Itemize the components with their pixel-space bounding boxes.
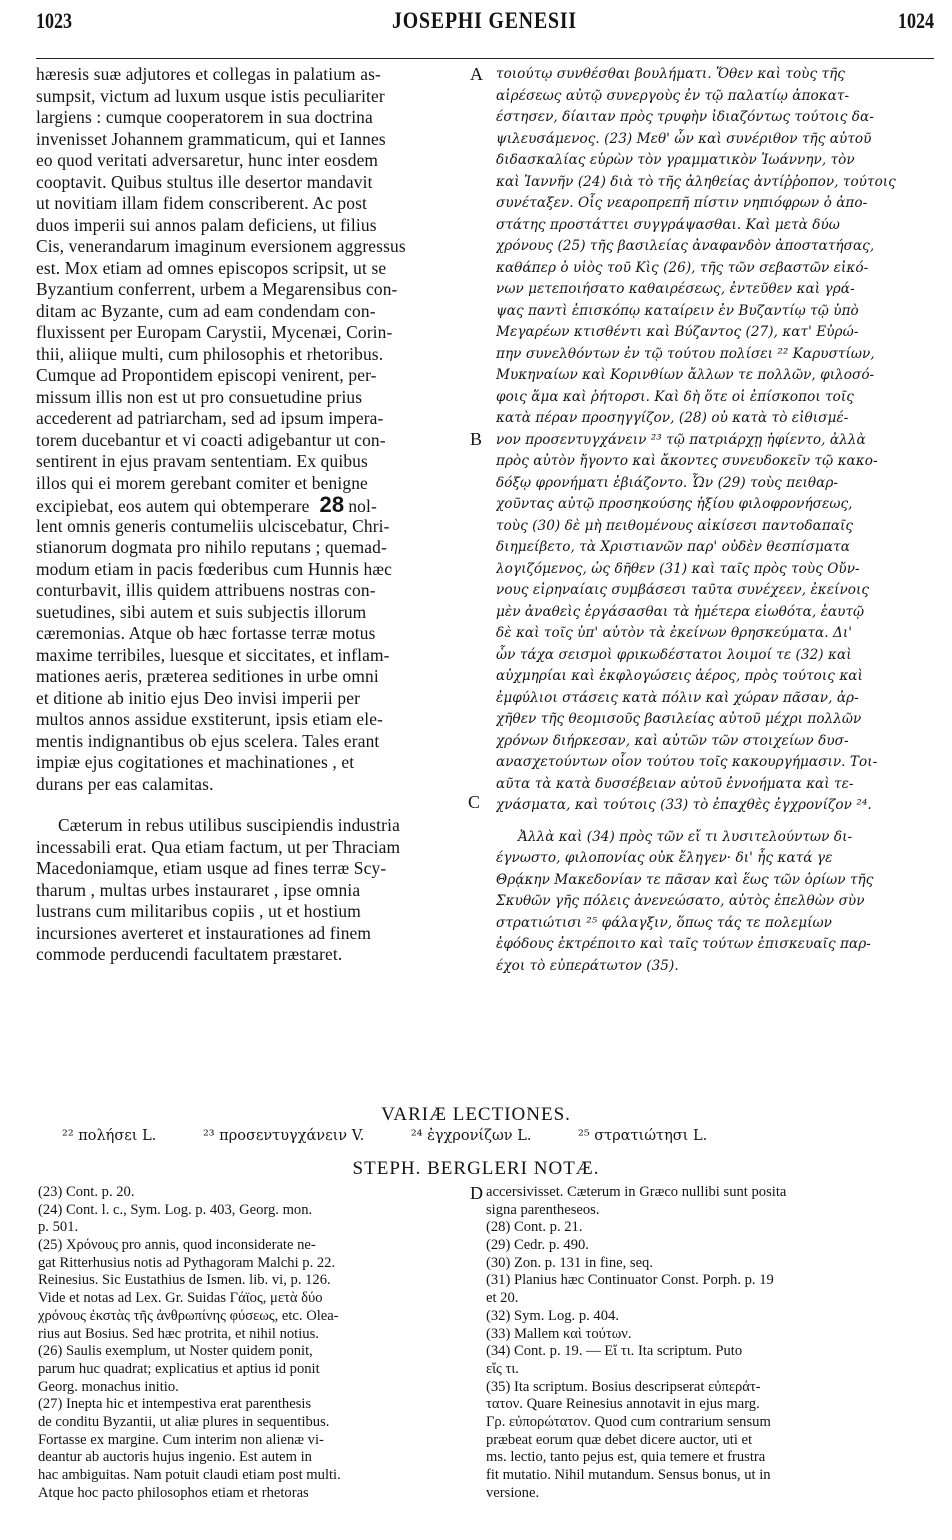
latin-text-line: et ditione ab initio ejus Deo invisi imperii per — [36, 687, 361, 708]
paragraph-gap — [36, 795, 468, 815]
greek-column — [496, 64, 934, 977]
variant-item: ²³ προσεντυγχάνειν V. — [202, 1128, 365, 1144]
greek-text-line: πρὸς αὐτὸν ἤγοντο καὶ ἄκοντες συνευδοκεῖν τῷ κακο- — [496, 453, 878, 469]
latin-text-segment: excipiebat, eos autem qui obtemperare — [36, 496, 310, 516]
latin-text-line: incessabili erat. Qua etiam factum, ut per Thraciam — [36, 836, 401, 857]
note-line: εἴς τι. — [486, 1360, 519, 1377]
header-rule — [36, 58, 934, 59]
greek-text-line: δόξῳ φρονήματι ἐβιάζοντο. Ὧν (29) τοὺς πειθαρ- — [496, 474, 839, 491]
latin-text-line: hæresis suæ adjutores et collegas in palatium as- — [36, 64, 381, 84]
note-line: Vide et notas ad Lex. Gr. Suidas Γάϊος, μετὰ δύο — [38, 1290, 323, 1307]
note-line: fit mutatio. Nihil mutandum. Sensus bonus, ut in — [486, 1467, 771, 1483]
greek-text-line: Μυκηναίων καὶ Κορινθίων ἄλλων τε πολλῶν, φιλοσό- — [496, 367, 875, 383]
latin-text-line: stianorum dogmata pro nihilo reputans ; quemad- — [36, 537, 387, 557]
latin-text-line: est. Mox etiam ad omnes episcopos scripsit, ut se — [36, 257, 387, 278]
paragraph-gap — [496, 817, 934, 827]
latin-text-line: impiæ ejus cogitationes et machinationes , et — [36, 752, 355, 772]
latin-text-line: eo quod veritati adversaretur, hunc inter eosdem — [36, 150, 379, 170]
greek-text-line: στρατιώτισι ²⁵ φάλαγξιν, ὅπως τάς τε πολεμίων — [496, 914, 832, 931]
greek-text-line: συνέταξεν. Οἷς νεαροπρεπῆ πίστιν νηπιόφρων ὁ ἀπο- — [496, 195, 868, 211]
greek-text-line: αἱρέσεως αὐτῷ συνεργοὺς ἐν τῷ παλατίῳ ἀποκατ- — [496, 87, 850, 104]
greek-text-line: διημείβετο, τὰ Χριστιανῶν παρ' οὐδὲν θεσπίσματα — [496, 539, 850, 555]
greek-text-line: πην συνελθόντων ἐν τῷ τούτου πολίσει ²² Καρυστίων, — [496, 345, 875, 362]
note-line: (28) Cont. p. 21. — [486, 1219, 583, 1236]
margin-letter-a: A — [470, 64, 483, 84]
note-line: p. 501. — [38, 1219, 79, 1236]
greek-text-line: Θρᾴκην Μακεδονίαν τε πᾶσαν καὶ ἕως τῶν ὁρίων τῆς — [496, 871, 874, 888]
note-line: τατον. Quare Reinesius annotavit in ejus marg. — [486, 1396, 760, 1413]
notes-left-column — [38, 1184, 462, 1502]
note-line: præbeat eorum quæ debet dicere auctor, uti et — [486, 1431, 753, 1448]
inline-section-number: 28 — [319, 494, 345, 516]
greek-text-line: νον προσεντυγχάνειν ²³ τῷ πατριάρχῃ ἠφίεντο, ἀλλὰ — [496, 431, 866, 448]
latin-text-line: ut novitiam illam fidem conscriberent. Ac post — [36, 193, 367, 213]
note-line: signa parentheseos. — [486, 1201, 600, 1218]
latin-column — [36, 64, 468, 966]
greek-text-line: καθάπερ ὁ υἱὸς τοῦ Κὶς (26), τῆς τῶν σεβαστῶν εἰκό- — [496, 259, 869, 276]
note-line: de conditu Byzantii, ut aliæ plures in sequentibus. — [38, 1413, 330, 1430]
variae-lectiones-heading: VARIÆ LECTIONES. — [381, 1104, 571, 1125]
note-line: (35) Ita scriptum. Bosius descripserat εὐπεράτ- — [486, 1378, 761, 1395]
note-line: gat Ritterhusius notis ad Pythagoram Malchi p. 22. — [38, 1254, 336, 1271]
latin-text-line: thii, aliique multi, cum philosophis et rhetoribus. — [36, 343, 384, 364]
latin-text-line: accederent ad patriarcham, sed ad ipsum impera- — [36, 408, 384, 428]
latin-text-line: durans per eas calamitas. — [36, 773, 214, 794]
note-line: parum huc quadrat; explicatius et aptius id ponit — [38, 1360, 320, 1377]
note-line: deantur ab auctoris hujus ingenio. Est autem in — [38, 1449, 312, 1466]
greek-text-line: έγνωστο, φιλοπονίας οὐκ ἔληγεν· δι' ἧς κατά γε — [496, 850, 833, 866]
greek-text-line: αὐχμηρίαι καὶ ἐκφλογώσεις ἀέρος, πρὸς τούτοις καὶ — [496, 668, 863, 684]
greek-text-line: Μεγαρέων κτισθέντι καὶ Βύζαντος (27), κατ' Εὐρώ- — [496, 324, 859, 340]
greek-text-line: έστησεν, δίαιταν πρὸς τρυφὴν ἰδιαζόντως τούτοις δα- — [496, 109, 874, 125]
greek-text-line: νους εἰρηναίαις συμβάσεσι ταῦτα συνέχεεν, ἐκείνοις — [496, 582, 870, 598]
latin-text-line: tharum , multas urbes instauraret , ipse omnia — [36, 879, 361, 900]
greek-text-line: τοὺς (30) δὲ μὴ πειθομένους αἰκίσεσι παντοδαπαῖς — [496, 517, 854, 534]
latin-text-line: mationes aeris, præterea seditiones in urbe omni — [36, 666, 379, 686]
latin-text-line: incursiones averteret et instaurationes ad finem — [36, 922, 372, 943]
latin-text-line: lent omnis generis contumeliis ulciscebatur, Chri- — [36, 515, 390, 536]
note-line: et 20. — [486, 1290, 519, 1307]
margin-letter-c: C — [468, 792, 481, 812]
latin-text-line: invenisset Johannem grammaticum, qui et Iannes — [36, 128, 386, 149]
note-line: rius aut Bosius. Sed hæc protrita, et nihil notius. — [38, 1325, 319, 1342]
latin-text-line: multos annos assidue exstiterunt, ipsis etiam ele- — [36, 709, 384, 729]
note-line: Atque hoc pacto philosophos etiam et rhetoras — [38, 1484, 309, 1501]
latin-text-line: ditam ac Byzante, cum ad eam condendam con- — [36, 300, 376, 321]
note-line: (23) Cont. p. 20. — [38, 1184, 135, 1200]
latin-text-line: fluxissent per Europam Carystii, Mycenæi, Corin- — [36, 322, 393, 342]
greek-text-line: χνάσματα, καὶ τούτοις (33) τὸ ἐπαχθὲς ἐγχρονίζον ²⁴. — [496, 797, 872, 813]
note-line: (24) Cont. l. c., Sym. Log. p. 403, Georg. mon. — [38, 1201, 313, 1218]
greek-text-line: κατὰ πέραν προσηγγίζον, (28) οὐ κατὰ τὸ εἰθισμέ- — [496, 410, 849, 426]
greek-text-line: έχοι τὸ εὐπεράτωτον (35). — [496, 957, 679, 974]
latin-text-line: commode perducendi facultatem præstaret. — [36, 944, 343, 964]
variant-item: ²² πολήσει L. — [62, 1128, 157, 1144]
latin-text-line: cæremonias. Atque ob hæc fortasse terræ motus — [36, 623, 376, 643]
greek-text-line: μὲν ἀναθεὶς ἐργάσασθαι τὰ ἡμέτερα εἰωθότα, ἑαυτῷ — [496, 603, 865, 620]
greek-text-line: ἐμφύλιοι στάσεις κατὰ πόλιν καὶ χώραν πᾶσαν, ἀρ- — [496, 689, 859, 706]
greek-text-line: καὶ Ἰαννῆν (24) διὰ τὸ τῆς ἀληθείας ἀντίῤῥοπον, τούτοις — [496, 173, 896, 190]
notes-heading: STEPH. BERGLERI NOTÆ. — [352, 1158, 600, 1179]
latin-text-line: sumpsit, victum ad luxum usque istis peculiariter — [36, 85, 385, 106]
latin-text-segment: nol- — [348, 496, 377, 516]
note-line: (29) Cedr. p. 490. — [486, 1237, 589, 1254]
note-line: (34) Cont. p. 19. — Εἴ τι. Ita scriptum. Puto — [486, 1343, 743, 1360]
greek-text-line: ἐφόδους ἐκτρέποιτο καὶ ταῖς τούτων ἐπισκευαῖς παρ- — [496, 936, 871, 952]
latin-text-line: illos qui ei morem gerebant comiter et benigne — [36, 472, 368, 493]
greek-text-line: στάτης προστάττει συγγράψασθαι. Καὶ μετὰ δύω — [496, 216, 840, 233]
latin-text-line: lustrans cum militaribus copiis , ut et hostium — [36, 901, 361, 921]
latin-text-line: Byzantium conferrent, urbem a Megarensibus con- — [36, 279, 398, 299]
note-line: ms. lectio, tanto pejus est, quia temere et frustra — [486, 1449, 766, 1466]
note-line: (26) Saulis exemplum, ut Noster quidem ponit, — [38, 1343, 313, 1360]
greek-text-line: διδασκαλίας εὑρὼν τὸν γραμματικὸν Ἰωάννην, τὸν — [496, 152, 855, 168]
latin-text-line: missum illis non est ut pro consuetudine prius — [36, 386, 363, 407]
greek-text-line: Σκυθῶν γῆς πόλεις ἀνενεώσατο, αὐτὸς ἐπελθὼν σὺν — [496, 893, 865, 909]
note-line: (31) Planius hæc Continuator Const. Porph. p. 19 — [486, 1272, 774, 1289]
greek-text-line: τοιούτῳ συνθέσθαι βουλήματι. Ὅθεν καὶ τοὺς τῆς — [496, 66, 845, 82]
variant-item: ²⁴ ἐγχρονίζων L. — [410, 1128, 532, 1144]
note-line: (27) Inepta hic et intempestiva erat parenthesis — [38, 1396, 312, 1413]
latin-text-line: modum etiam in pacis fœderibus cum Hunnis hæc — [36, 558, 392, 579]
margin-letter-d: D — [470, 1183, 483, 1203]
latin-text-line: duos imperii sui annos palam deficiens, ut filius — [36, 214, 377, 235]
latin-text-line: suetudines, sibi autem et suis subjectis illorum — [36, 601, 367, 622]
greek-text-line: χῆθεν τῆς θεομισοῦς βασιλείας αὐτοῦ μέχρι πολλῶν — [496, 711, 862, 727]
left-page-number: 1023 — [36, 8, 73, 33]
greek-text-line: ανασχετούντων οἷον τούτου τοῖς κακουργήμασιν. Τοι- — [496, 754, 878, 770]
greek-text-line: Ἀλλὰ καὶ (34) πρὸς τῶν εἴ τι λυσιτελούντων δι- — [518, 828, 853, 845]
latin-text-line: Cis, venerandarum imaginum eversionem aggressus — [36, 236, 406, 256]
note-line: hac ambiguitas. Nam potuit claudi etiam post multi. — [38, 1467, 341, 1483]
margin-letter-b: B — [470, 429, 483, 449]
running-head — [36, 2, 934, 42]
greek-text-line: αῦτα τὰ κατὰ δυσσέβειαν αὐτοῦ ἐννοήματα καὶ τε- — [496, 775, 854, 792]
right-page-number: 1024 — [897, 8, 934, 33]
note-line: (32) Sym. Log. p. 404. — [486, 1307, 619, 1324]
greek-text-line: φοις ἅμα καὶ ῥήτορσι. Καὶ δὴ ὅτε οἱ ἐπίσκοποι τοῖς — [496, 388, 854, 405]
latin-text-line: cooptavit. Quibus stultus ille desertor mandavit — [36, 171, 373, 192]
note-line: (33) Mallem καὶ τούτων. — [486, 1325, 632, 1342]
note-line: Reinesius. Sic Eustathius de Ismen. lib. vi, p. 126. — [38, 1272, 331, 1289]
note-line: versione. — [486, 1484, 540, 1501]
variant-item: ²⁵ στρατιώτησι L. — [578, 1128, 708, 1144]
greek-text-line: νων μετεποιήσατο καθαιρέσεως, ἐντεῦθεν καὶ γρά- — [496, 281, 855, 297]
greek-text-line: ψας παντὶ ἐπισκόπῳ καταίρειν ἐν Βυζαντίῳ τῷ ὑπὸ — [496, 302, 859, 319]
note-line: χρόνους ἐκστὰς τῆς ἀνθρωπίνης φύσεως, etc. Olea- — [38, 1307, 339, 1324]
latin-text-line: conturbavit, illis quidem attribuens nostras con- — [36, 580, 376, 600]
greek-text-line: ὧν τάχα σεισμοὶ φρικωδέστατοι λοιμοί τε (32) καὶ — [496, 646, 852, 663]
latin-text-line: Macedoniamque, etiam usque ad fines terræ Scy- — [36, 858, 387, 878]
variae-lectiones-list — [62, 1128, 912, 1144]
note-line: (25) Χρόνους pro annis, quod inconsiderate ne- — [38, 1237, 316, 1254]
latin-text-line: sentirent in ejus pravam sententiam. Ex quibus — [36, 451, 368, 471]
notes-right-column — [486, 1184, 920, 1502]
greek-text-line: χρόνων διήρκεσαν, καὶ αὐτῶν τῶν στοιχείων δυσ- — [496, 732, 849, 749]
note-line: accersivisset. Cæterum in Græco nullibi sunt posita — [486, 1184, 787, 1200]
latin-text-line: maxime terribiles, luesque et siccitates, et inflam- — [36, 644, 390, 665]
latin-text-line — [36, 494, 468, 516]
note-line: (30) Zon. p. 131 in fine, seq. — [486, 1254, 653, 1271]
latin-text-line: Cæterum in rebus utilibus suscipiendis industria — [58, 815, 400, 835]
greek-text-line: δὲ καὶ τοῖς ὑπ' αὐτὸν τὰ ἐκείνων θρησκεύματα. Δι' — [496, 625, 853, 641]
note-line: Γρ. εὐπορώτατον. Quod cum contrarium sensum — [486, 1413, 771, 1430]
running-title: JOSEPHI GENESII — [392, 8, 578, 33]
latin-text-line: mentis indignantibus ob ejus scelera. Tales erant — [36, 730, 380, 751]
latin-text-line: largiens : cumque cooperatorem in sua doctrina — [36, 107, 373, 127]
latin-text-line: Cumque ad Propontidem episcopi venirent, per- — [36, 365, 377, 385]
note-line: Fortasse ex margine. Cum interim non alienæ vi- — [38, 1431, 324, 1448]
latin-text-line: torem ducebantur et vi coacti adigebantur ut con- — [36, 429, 386, 450]
greek-text-line: χρόνους (25) τῆς βασιλείας ἀναφανδὸν ἀποστατήσας, — [496, 238, 875, 254]
greek-text-line: λογιζόμενος, ὡς δῆθεν (31) καὶ ταῖς πρὸς τοὺς Οὔν- — [496, 560, 860, 577]
greek-text-line: ψιλευσάμενος. (23) Μεθ' ὧν καὶ συνέριθον τῆς αὐτοῦ — [496, 130, 872, 147]
note-line: Georg. monachus initio. — [38, 1378, 179, 1395]
greek-text-line: χοῦντας αὐτῷ προσηκούσης ἠξίου φιλοφρονήσεως, — [496, 496, 853, 512]
